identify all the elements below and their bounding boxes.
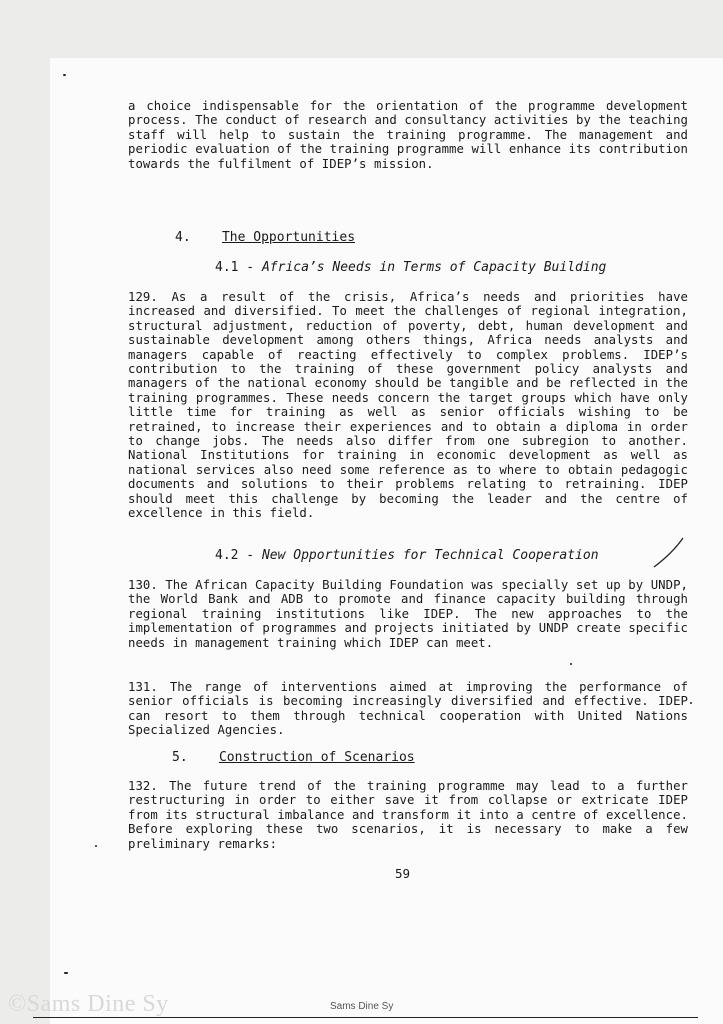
watermark: ©Sams Dine Sy xyxy=(8,991,169,1017)
subsection-number: 4.1 - xyxy=(215,260,255,275)
scan-speck xyxy=(690,702,692,704)
page-number: 59 xyxy=(395,866,411,881)
section-heading-5 xyxy=(172,750,415,765)
paragraph-132: 132. The future trend of the training programme may lead to a further restructuring in order to either save it from collapse or extricate IDEP from its structural imbalance and transform it into a centre of excellence. Before exploring these two scenarios, it is necessary to make a few preliminary remarks: xyxy=(128,779,688,851)
subsection-title: Africa’s Needs in Terms of Capacity Building xyxy=(261,260,607,275)
handwritten-slash-mark xyxy=(648,536,688,570)
subsection-title: New Opportunities for Technical Cooperation xyxy=(261,548,599,563)
footer-rule xyxy=(33,1017,698,1018)
section-title: The Opportunities xyxy=(221,230,356,245)
scan-speck xyxy=(95,845,97,847)
scan-speck xyxy=(64,972,68,974)
section-number: 5. xyxy=(172,750,188,765)
paragraph-intro: a choice indispensable for the orientation of the programme development process. The conduct of research and consultancy activities by the teaching staff will help to sustain the training programme. The management and periodic evaluation of the training programme will enhance its contribution towards the fulfilment of IDEP’s mission. xyxy=(128,99,688,171)
paragraph-130: 130. The African Capacity Building Foundation was specially set up by UNDP, the World Bank and ADB to promote and finance capacity building through regional training institutions like IDEP. The new approaches to the implementation of programmes and projects initiated by UNDP create specific needs in management training which IDEP can meet. xyxy=(128,578,688,650)
subsection-heading-4-2 xyxy=(215,548,599,563)
section-title: Construction of Scenarios xyxy=(218,750,415,765)
document-page xyxy=(50,58,723,1024)
footer-credit: Sams Dine Sy xyxy=(330,1001,394,1012)
scan-speck xyxy=(570,663,572,665)
scan-speck xyxy=(63,74,66,76)
section-number: 4. xyxy=(175,230,191,245)
section-heading-4 xyxy=(175,230,355,245)
paragraph-129: 129. As a result of the crisis, Africa’s needs and priorities have increased and diversified. To meet the challenges of regional integration, structural adjustment, reduction of poverty, debt, human development and sustainable development among others things, Africa needs analysts and managers capable of reacting effectively to complex problems. IDEP’s contribution to the training of these government policy analysts and managers of the national economy should be tangible and be reflected in the training programmes. These needs concern the target groups which have only little time for training as well as senior officials wishing to be retrained, to increase their experiences and to obtain a diploma in order to change jobs. The needs also differ from one subregion to another. National Institutions for training in economic development as well as national services also need some reference as to where to obtain pedagogic documents and solutions to their problems relating to retraining. IDEP should meet this challenge by becoming the leader and the centre of excellence in this field. xyxy=(128,290,688,521)
subsection-heading-4-1 xyxy=(215,260,606,275)
paragraph-131: 131. The range of interventions aimed at improving the performance of senior officials is becoming increasingly diversified and effective. IDEP can resort to them through technical cooperation with United Nations Specialized Agencies. xyxy=(128,680,688,738)
subsection-number: 4.2 - xyxy=(215,548,255,563)
